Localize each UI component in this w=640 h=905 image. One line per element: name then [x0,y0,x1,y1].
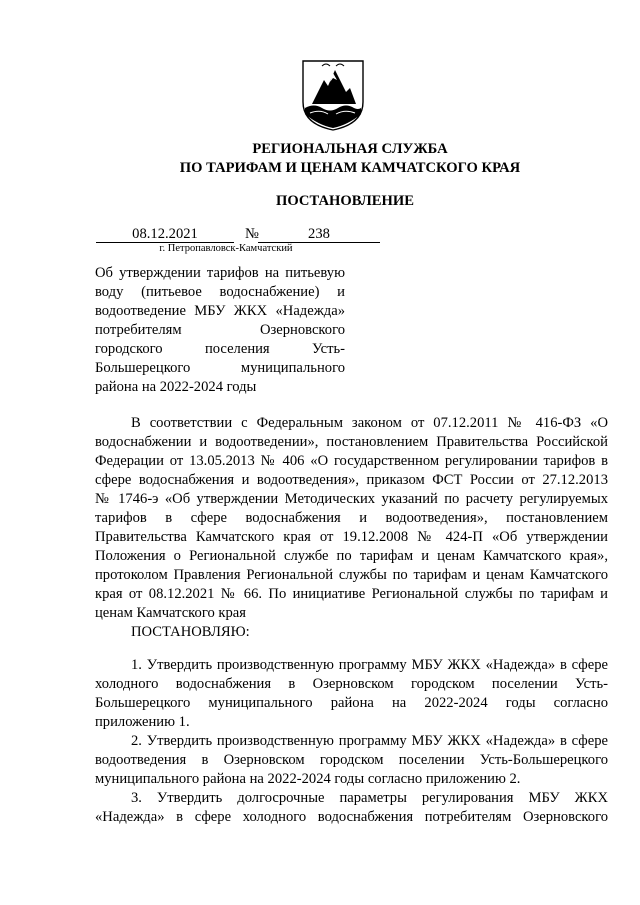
subject-line: воду (питьевое водоснабжение) и [95,284,345,300]
text-line: В соответствии с Федеральным законом от 07.12.2011 № 416-ФЗ «О [131,415,608,431]
document-date: 08.12.2021 [96,226,234,243]
subject-line: Большерецкого муниципального [95,360,345,376]
subject-line: района на 2022-2024 годы [95,379,257,395]
preamble-paragraph [95,414,608,623]
text-line: 1. Утвердить производственную программу МБУ ЖКХ «Надежда» в сфере [131,657,608,673]
organization-name-line-1: РЕГИОНАЛЬНАЯ СЛУЖБА [252,141,448,157]
text-line: водоснабжении и водоотведении», постановлением Правительства Российской [95,434,608,450]
text-line: сфере водоснабжения и водоотведения», приказом ФСТ России от 27.12.2013 [95,472,608,488]
resolution-items [95,656,608,827]
document-subject [95,264,345,397]
resolve-heading: ПОСТАНОВЛЯЮ: [131,624,250,640]
text-line: тарифов в сфере водоснабжения и водоотведения», постановлением [95,510,608,526]
text-line: протоколом Правления Региональной службы по тарифам и ценам Камчатского [95,567,608,583]
text-line: Федерации от 13.05.2013 № 406 «О государственном регулировании тарифов в [95,453,608,469]
text-line: Положения о Региональной службе по тарифам и ценам Камчатского края», [95,548,608,564]
text-line: 2. Утвердить производственную программу МБУ ЖКХ «Надежда» в сфере [131,733,608,749]
kamchatka-coat-of-arms-icon [300,58,366,132]
text-line: № 1746-э «Об утверждении Методических указаний по расчету регулируемых [95,491,608,507]
text-line: края от 08.12.2021 № 66. По инициативе Региональной службы по тарифам и [95,586,608,602]
subject-line: водоотведение МБУ ЖКХ «Надежда» [95,303,345,319]
text-line: приложению 1. [95,714,190,730]
text-line: Большерецкого муниципального района на 2022-2024 годы согласно [95,695,608,711]
document-number: 238 [258,226,380,243]
text-line: Правительства Камчатского края от 19.12.2008 № 424-П «Об утверждении [95,529,608,545]
subject-line: городского поселения Усть- [95,341,345,357]
subject-line: потребителям Озерновского [95,322,345,338]
number-sign: № [245,226,259,242]
text-line: водоотведения в Озерновском городском поселении Усть-Большерецкого [95,752,608,768]
text-line: 3. Утвердить долгосрочные параметры регулирования МБУ ЖКХ [131,790,608,806]
subject-line: Об утверждении тарифов на питьевую [95,265,345,281]
text-line: ценам Камчатского края [95,605,246,621]
place-of-issue: г. Петропавловск-Камчатский [159,243,293,254]
organization-name-line-2: ПО ТАРИФАМ И ЦЕНАМ КАМЧАТСКОГО КРАЯ [179,160,521,176]
text-line: муниципального района на 2022-2024 годы согласно приложению 2. [95,771,521,787]
text-line: холодного водоснабжения в Озерновском городском поселении Усть- [95,676,608,692]
document-type: ПОСТАНОВЛЕНИЕ [276,193,414,209]
text-line: «Надежда» в сфере холодного водоснабжения потребителям Озерновского [95,809,608,825]
